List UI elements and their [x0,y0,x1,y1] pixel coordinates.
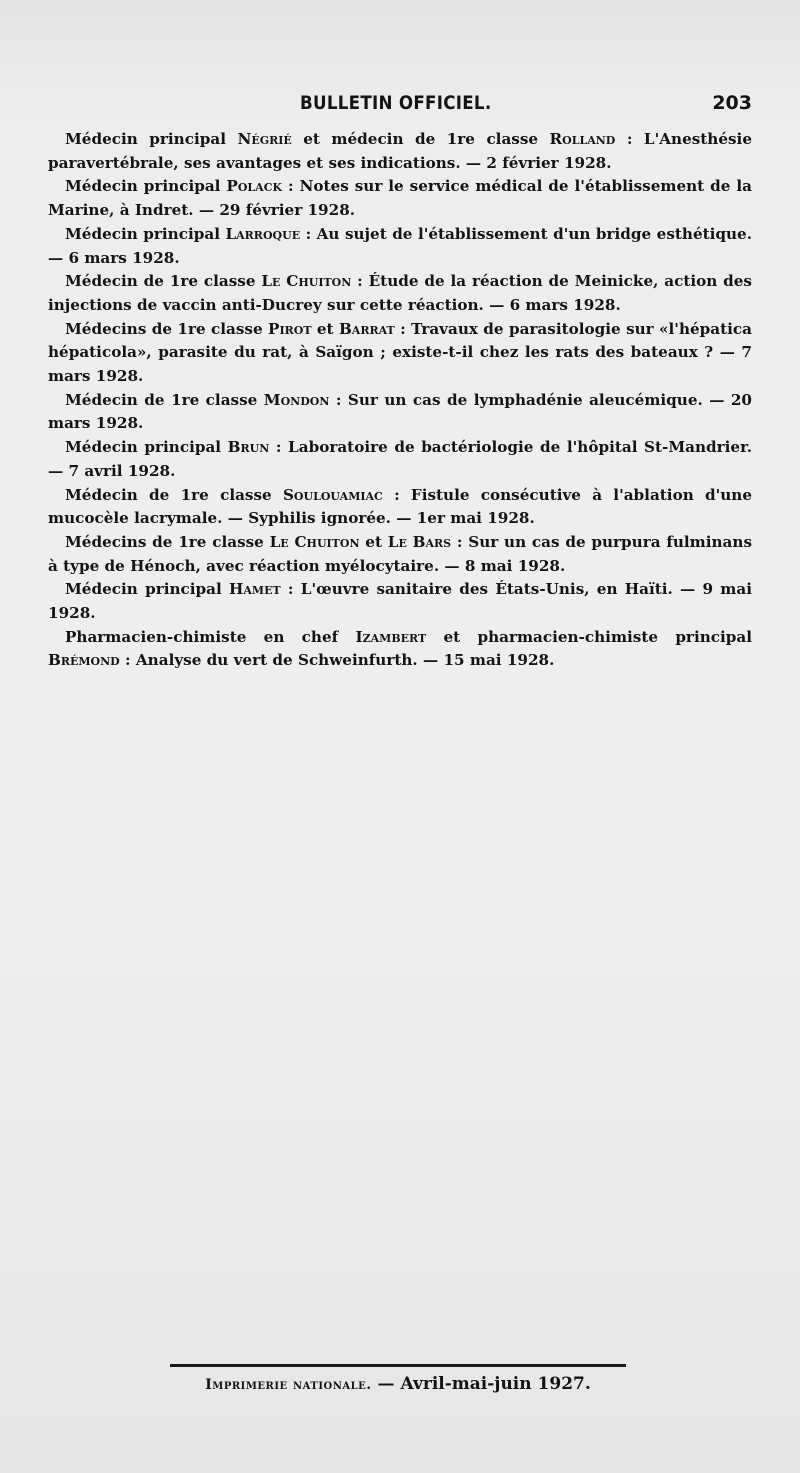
list-item: Médecins de 1re classe Le Chuiton et Le Bars : Sur un cas de purpura fulminans à type de Hénoch, avec réaction myélocytaire. — 8 mai 1928. [48,532,752,575]
running-header [300,92,752,122]
footer-rule [170,1364,626,1367]
page-title: BULLETIN OFFICIEL. [300,92,492,114]
list-item: Médecin principal Hamet : L'œuvre sanitaire des États-Unis, en Haïti. — 9 mai 1928. [48,580,752,623]
printer-name: Imprimerie nationale. [205,1377,372,1393]
list-item: Médecin principal Négrié et médecin de 1re classe Rolland : L'Anesthésie paravertébrale, ses avantages et ses indications. — 2 février 1928. [48,130,752,172]
list-item: Médecins de 1re classe Pirot et Barrat : Travaux de parasitologie sur «l'hépatica hépaticola», parasite du rat, à Saïgon ; existe-t-il chez les rats des bateaux ? — 7 mars 1928. [48,319,752,386]
list-item: Pharmacien-chimiste en chef Izambert et pharmacien-chimiste principal Brémond : Analyse du vert de Schweinfurth. — 15 mai 1928. [48,627,752,670]
list-item: Médecin de 1re classe Mondon : Sur un cas de lymphadénie aleucémique. — 20 mars 1928. [48,390,752,433]
list-item: Médecin de 1re classe Le Chuiton : Étude de la réaction de Meinicke, action des injections de vaccin anti-Ducrey sur cette réaction. — 6 mars 1928. [48,272,752,314]
list-item: Médecin principal Larroque : Au sujet de l'établissement d'un bridge esthétique. — 6 mars 1928. [48,224,752,267]
publication-date: — Avril-mai-juin 1927. [371,1374,591,1394]
entry-list [48,128,752,673]
list-item: Médecin principal Polack : Notes sur le service médical de l'établissement de la Marine, à Indret. — 29 février 1928. [48,177,752,220]
imprint-footer [170,1374,626,1394]
list-item: Médecin principal Brun : Laboratoire de bactériologie de l'hôpital St-Mandrier. — 7 avril 1928. [48,438,752,480]
list-item: Médecin de 1re classe Soulouamiac : Fistule consécutive à l'ablation d'une mucocèle lacrymale. — Syphilis ignorée. — 1er mai 1928. [48,485,753,528]
page-number: 203 [712,92,752,114]
